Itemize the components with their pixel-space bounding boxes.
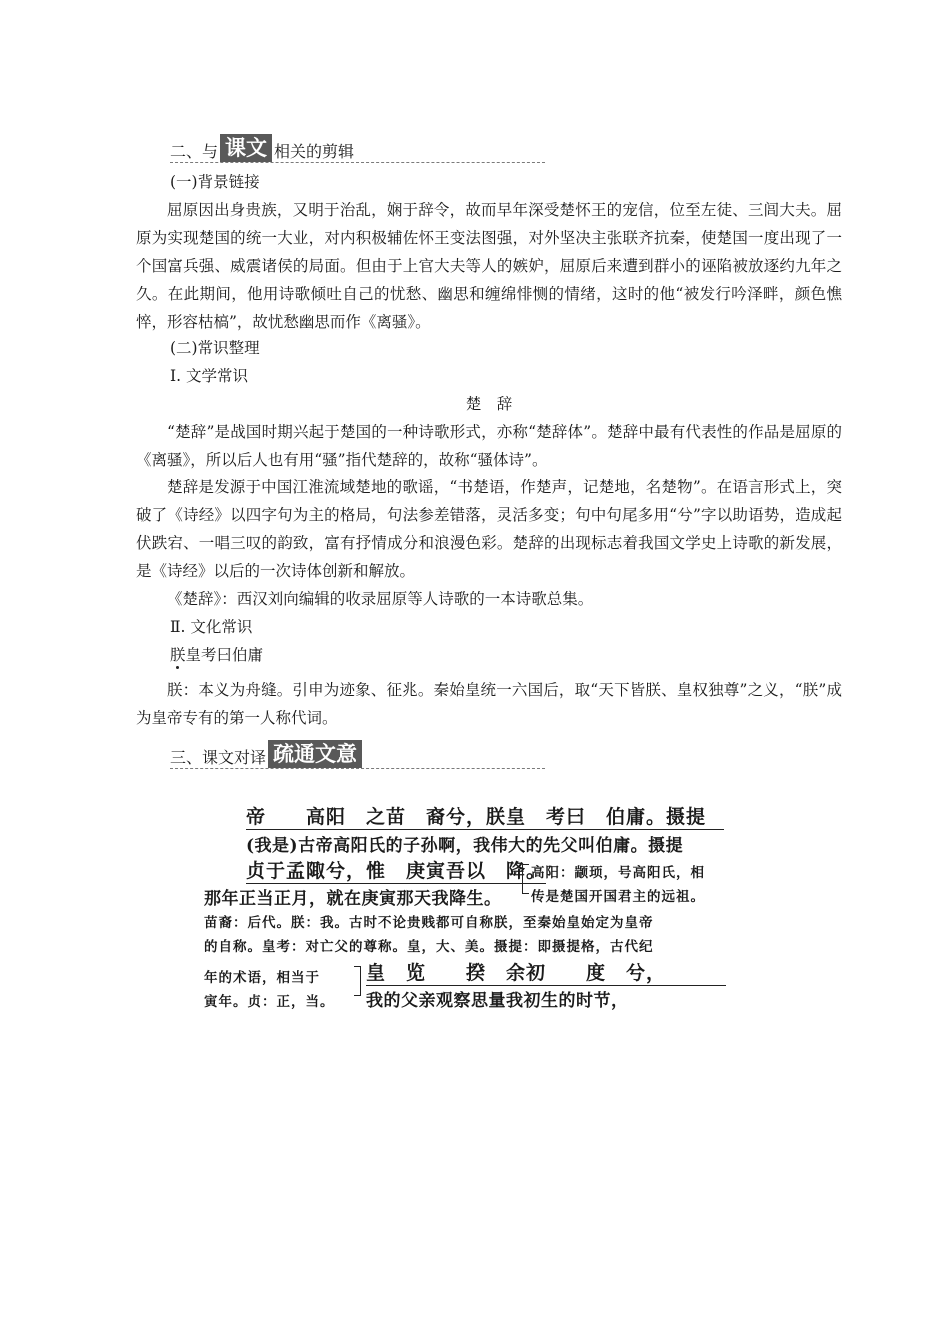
section-prefix: 三、课文对译 [170,748,267,767]
culture-phrase [170,641,263,669]
note-line-b: 的自称。皇考：对亡父的尊称。皇，大、美。摄提：即摄提格，古代纪 [204,939,654,955]
chuci-paragraph-1: “楚辞”是战国时期兴起于楚国的一种诗歌形式，亦称“楚辞体”。楚辞中最有代表性的作品是屈原的《离骚》，所以后人也有用“骚”指代楚辞的，故称“骚体诗”。 [136,423,842,469]
section-badge: 课文 [220,134,272,162]
section-badge: 疏通文意 [268,740,362,768]
background-paragraph: 屈原因出身贵族，又明于治乱，娴于辞令，故而早年深受楚怀王的宠信，位至左徒、三闾大夫。屈原为实现楚国的统一大业，对内积极辅佐怀王变法图强，对外坚决主张联齐抗秦，使楚国一度出现了一个国富兵强、威震诸侯的局面。但由于上官大夫等人的嫉妒，屈原后来遭到群小的诬陷被放逐约九年之久。在此期间，他用诗歌倾吐自己的忧愁、幽思和缠绵悱恻的情绪，这时的他“被发行吟泽畔，颜色憔悴，形容枯槁”，故忧愁幽思而作《离骚》。 [136,201,842,331]
note-line-c2: 寅年。贞：正，当。 [204,994,335,1010]
background-heading: (一)背景链接 [170,173,260,191]
original-line-2: 贞于孟陬兮，惟 庚寅吾以 降。 [246,856,546,884]
zhen-paragraph: 朕：本义为舟缝。引申为迹象、征兆。秦始皇统一六国后，取“天下皆朕、皇权独尊”之义，“朕”成为皇帝专有的第一人称代词。 [136,681,842,727]
note-bracket [522,864,529,894]
note-gaoyang-1: 高阳：颛顼，号高阳氏，相 [531,865,705,881]
original-line-3: 皇 览 揆 余初 度 兮， [366,958,726,986]
chuci-title: 楚 辞 [465,395,513,413]
culture-heading: Ⅱ. 文化常识 [170,618,253,636]
literature-heading: Ⅰ. 文学常识 [170,367,248,385]
emphasized-char: 朕 [170,646,186,664]
phrase-rest: 皇考曰伯庸 [185,646,264,664]
section-divider [170,162,545,163]
original-line-1: 帝 高阳 之苗 裔兮，朕皇 考曰 伯庸。摄提 [246,802,724,830]
chuci-paragraph-2: 楚辞是发源于中国江淮流域楚地的歌谣，“书楚语，作楚声，记楚地，名楚物”。在语言形式上，突破了《诗经》以四字句为主的格局，句法参差错落，灵活多变；句中句尾多用“兮”字以助语势，造成起伏跌宕、一唱三叹的韵致，富有抒情成分和浪漫色彩。楚辞的出现标志着我国文学史上诗歌的新发展，是《诗经》以后的一次诗体创新和解放。 [136,478,842,580]
chuci-paragraph-3: 《楚辞》：西汉刘向编辑的收录屈原等人诗歌的一本诗歌总集。 [167,590,594,608]
section-heading-translation [170,734,364,768]
translation-line-1: (我是)古帝高阳氏的子孙啊，我伟大的先父叫伯庸。摄提 [246,836,684,856]
translation-line-3: 我的父亲观察思量我初生的时节， [366,991,629,1011]
translation-line-2: 那年正当正月，就在庚寅那天我降生。 [204,889,502,909]
note-gaoyang-2: 传是楚国开国君主的远祖。 [531,889,705,905]
section-divider [170,768,545,769]
knowledge-heading: (二)常识整理 [170,339,260,357]
section-heading-related [170,128,354,162]
note-line-c1: 年的术语，相当于 [204,970,320,986]
note-line-a: 苗裔：后代。朕：我。古时不论贵贱都可自称朕，至秦始皇始定为皇帝 [204,915,654,931]
section-suffix: 相关的剪辑 [274,142,355,161]
note-bracket [354,966,361,996]
section-prefix: 二、与 [170,142,219,161]
